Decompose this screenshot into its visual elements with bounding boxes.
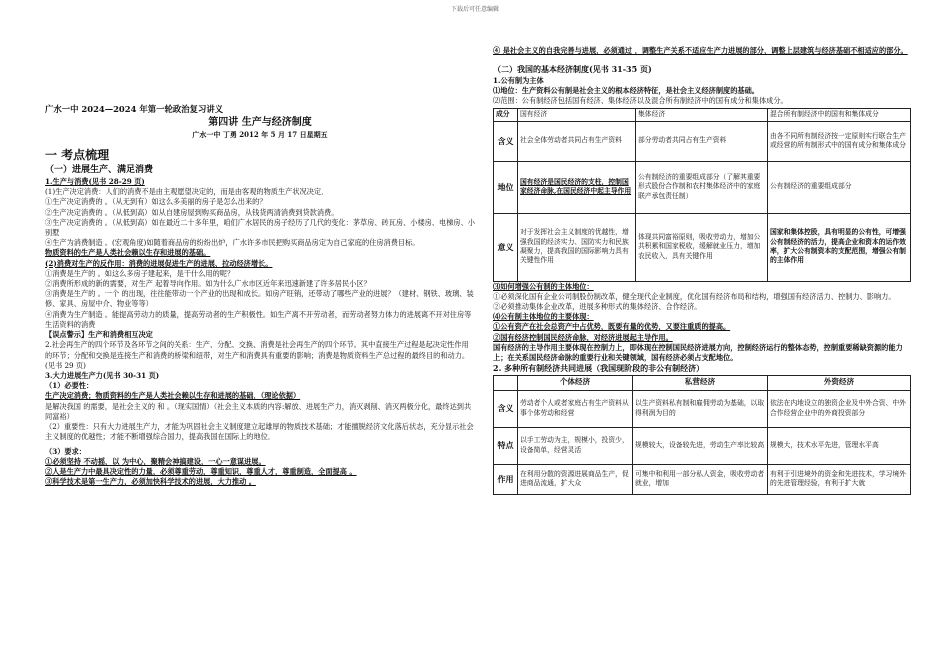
section-heading: 一 考点梳理: [45, 148, 110, 163]
table-header-cell: 混合所有制经济中的国有和集体成分: [768, 109, 911, 121]
author-line: 广水一中 丁勇 2012 年 5 月 17 日星期五: [192, 130, 328, 140]
point-text: ③生产决定消费的 。（从低到高）如在最近二十多年里，咱们广水居民的房子经历了几代的变化：茅草房、砖瓦房、小楼房、电梯房、小别墅: [45, 217, 475, 237]
table-cell: 由各不同所有制经济按一定原则实行联合生产或经营的所有制形式中的国有成分和集体成分: [768, 121, 911, 161]
non-public-ownership-table: [493, 375, 911, 495]
topic-heading: 2. 多种所有制经济共同进展（我国现阶段的非公有制经济）: [493, 363, 705, 374]
table-cell: 在利用分散的资源进展商品生产，促进商品流通，扩大众: [518, 464, 633, 494]
table-cell: 有利于引进境外的资金和先进技术，学习境外的先进管理经验，有利于扩大就: [768, 464, 911, 494]
left-column: [45, 104, 475, 487]
point-text: ②必须推动集体企业改革，进展多种形式的集体经济、合作经济。: [493, 302, 702, 312]
point-text: ②消费所形成的新的需要，对生产 起着导向作用。如为什么广水市区近年来迅速新建了许多居民小区？: [45, 279, 371, 289]
table-cell: 公有制经济的重要组成部分（了解其重要形式股份合作制和农村集体经济中的家庭联产承包责任制）: [636, 161, 768, 213]
table-header-cell: 成分: [494, 109, 518, 121]
topic-heading: 1.生产与消费(见书 28-29 页): [45, 176, 145, 186]
point-text: （2）重要性：只有大力进展生产力，才能为巩固社会主义制度建立起雄厚的物质技术基础；才能擅脱经济文化落后状态，充分显示社会主义制度的优越性；才能不断增强综合国力，提高我国在国际上的地位．: [45, 422, 474, 442]
row-label: 地位: [494, 161, 518, 213]
table-header-row: [494, 109, 911, 121]
point-text: ②人是生产力中最具决定性的力量，必须尊重劳动，尊重知识，尊重人才，尊重制造，全面提高 。: [45, 466, 357, 476]
point-text: 2.社会再生产的四个环节及各环节之间的关系：生产、分配、交换、消费是社会再生产的四个环节。其中直接生产过程是起决定性作用的环节；分配和交换是连接生产和消费的桥梁和纽带，对生产和消费具有重要的影响；消费是物质资料生产总过程的最终目的和动力。(见书 29 页): [45, 340, 470, 370]
table-cell: 对于发挥社会主义制度的优越性，增强我国的经济实力、国防实力和民族凝聚力，提高我国的国际影响力具有关键性作用: [518, 213, 636, 281]
page-header: 下载后可任意编辑: [450, 6, 499, 13]
subsection-heading: （二）我国的基本经济制度(见书 31-35 页): [493, 64, 652, 75]
point-text: ①生产决定消费的 。（从无到有）如这么多美丽的房子是怎么出来的？: [45, 197, 267, 207]
point-text: ⑶如何增强公有制的主体地位：: [493, 281, 594, 291]
table-cell: 部分劳动者共同占有生产资料: [636, 121, 768, 161]
topic-heading: 1.公有制为主体: [493, 75, 544, 85]
row-label: 特点: [494, 427, 518, 464]
table-cell: 依法在内地设立的独资企业及中外合资、中外合作经营企业中的外商投资部分: [768, 390, 911, 427]
table-header-cell: 私营经济: [633, 375, 768, 390]
point-text: (1)生产决定消费：人们的消费不是由主观愿望决定的，而是由客观的物质生产状况决定．: [45, 187, 329, 197]
subsection-heading: （一）进展生产、满足消费: [45, 165, 154, 176]
table-cell: 社会全体劳动者共同占有生产资料: [518, 121, 636, 161]
point-text: （1）必要性：: [45, 381, 94, 391]
point-text: ⑵范围：公有制经济包括国有经济、集体经济以及混合所有制经济中的国有成分和集体成分。: [493, 96, 788, 106]
table-cell: 国有经济是国民经济的支柱，控制国家经济命脉,在国民经济中起主导作用: [518, 161, 636, 213]
table-header-cell: 外资经济: [768, 375, 911, 390]
point-text: ④ 是社会主义的自我完善与进展，必须通过 ，调整生产关系不适应生产力进展的部分，调整上层建筑与经济基础不相适应的部分。: [493, 46, 908, 55]
point-text: ③科学技术是第一生产力，必须加快科学技术的进展，大力推动 。: [45, 477, 256, 487]
row-label: 意义: [494, 213, 518, 281]
lesson-title: 第四讲 生产与经济制度: [208, 116, 312, 128]
table-row: [494, 427, 911, 464]
point-text: ⑴地位：生产资料公有制是社会主义的根本经济特征，是社会主义经济制度的基础。: [493, 85, 759, 95]
row-label: 含义: [494, 390, 518, 427]
warning-note: 【误点警示】生产和消费相互决定: [45, 330, 153, 340]
point-text: ②国有经济控制国民经济命脉，对经济进展起主导作用。: [493, 332, 673, 342]
point-text: 国有经济的主导作用主要体现在控制力上，即体现在控制国民经济进展方向，控制经济运行的整体态势，控制重要稀缺资源的能力上；在关系国民经济命脉的重要行业和关键领域，国有经济必须占支配地位。: [493, 342, 903, 363]
table-cell: 国家和集体控股，具有明显的公有性，可增强公有制经济的活力，提高企业和资本的运作效率，扩大公有制资本的支配范围，增强公有制的主体作用: [768, 213, 911, 281]
public-ownership-table: [493, 108, 911, 281]
table-cell: 规模较大，设备较先进，劳动生产率比较高: [633, 427, 768, 464]
table-cell: 以手工劳动为主，规模小，投资少，设备简单，经营灵活: [518, 427, 633, 464]
point-text: 生产决定消费；物质资料的生产是人类社会赖以生存和进展的基础．（理论依据）: [45, 391, 301, 401]
table-header-row: [494, 375, 911, 390]
handout-title: 广水一中 2024—2024 年第一轮政治复习讲义: [45, 104, 224, 114]
row-label: 作用: [494, 464, 518, 494]
table-cell: 公有制经济的重要组成部分: [768, 161, 911, 213]
table-cell: 以生产资料私有制和雇佣劳动为基础，以取得利润为目的: [633, 390, 768, 427]
table-row: [494, 161, 911, 213]
point-text: (2)消费对生产的反作用：消费的进展促进生产的进展、拉动经济增长。: [45, 258, 273, 268]
right-column: [493, 46, 911, 495]
point-text: ②生产决定消费的 。（从低到高）如从自建房屋到购买商品房，从钱货两清消费到贷款消费。: [45, 207, 339, 217]
point-text: ⑷公有制主体地位的主要体现：: [493, 312, 594, 322]
table-header-cell: [494, 375, 518, 390]
point-text: 物质资料的生产是人类社会赖以生存和进展的基础。: [45, 248, 211, 258]
topic-heading: 3.大力进展生产力(见书 30-31 页): [45, 371, 160, 380]
table-row: [494, 390, 911, 427]
table-row: [494, 213, 911, 281]
table-cell: 劳动者个人或者家庭占有生产资料从事个体劳动和经营: [518, 390, 633, 427]
point-text: ④消费为生产制造 。能提高劳动力的质量，提高劳动者的生产积极性。如生产离不开劳动者，而劳动者努力体力的进展离不开对住房等生活资料的消费: [45, 309, 472, 329]
table-row: [494, 121, 911, 161]
table-row: [494, 464, 911, 494]
table-cell: 规模大，技术水平先进，管理水平高: [768, 427, 911, 464]
point-text: ①必须深化国有企业公司制股份制改革，健全现代企业制度，优化国有经济布局和结构，增强国有经济活力、控制力、影响力。: [493, 291, 896, 301]
table-header-cell: 集体经济: [636, 109, 768, 121]
point-text: ①消费是生产的 。如这么多房子建起来，是干什么用的呢？: [45, 268, 235, 278]
table-header-cell: 个体经济: [518, 375, 633, 390]
point-text: ①公有资产在社会总资产中占优势，既要有量的优势，又要注重质的提高。: [493, 322, 731, 332]
point-text: ④生产为消费制造 。(宏观角度)如随着商品房的纷纷出炉，广水许多市民把购买商品房定为自己家庭的住房消费目标。: [45, 238, 420, 248]
table-cell: 可集中和利用一部分私人资金，吸收劳动者就业，增加: [633, 464, 768, 494]
point-text: ①必须坚持 不动摇，以 为中心，聚精会神搞建设，一心一意谋进展。: [45, 456, 266, 466]
point-text: （3）要求：: [45, 446, 86, 456]
row-label: 含义: [494, 121, 518, 161]
point-text: ③消费是生产的 。一个 的出现，往往能带动一个产业的出现和成长。如房产旺销，还带动了哪些产业的进展？（建材、钢铁、玻璃、装修、家具、房屋中介、物业等等）: [45, 289, 474, 309]
table-header-cell: 国有经济: [518, 109, 636, 121]
point-text: 是解决我国 的需要，是社会主义的 和 。（现实国情）（社会主义本质的内容:解放、进展生产力，消灭剥削、消灭两极分化，最终达到共同富裕）: [45, 401, 472, 421]
table-cell: 体现共同富裕原则，吸收劳动力，增加公共积累和国家税收，缓解就业压力，增加农民收入，具有关键作用: [636, 213, 768, 281]
